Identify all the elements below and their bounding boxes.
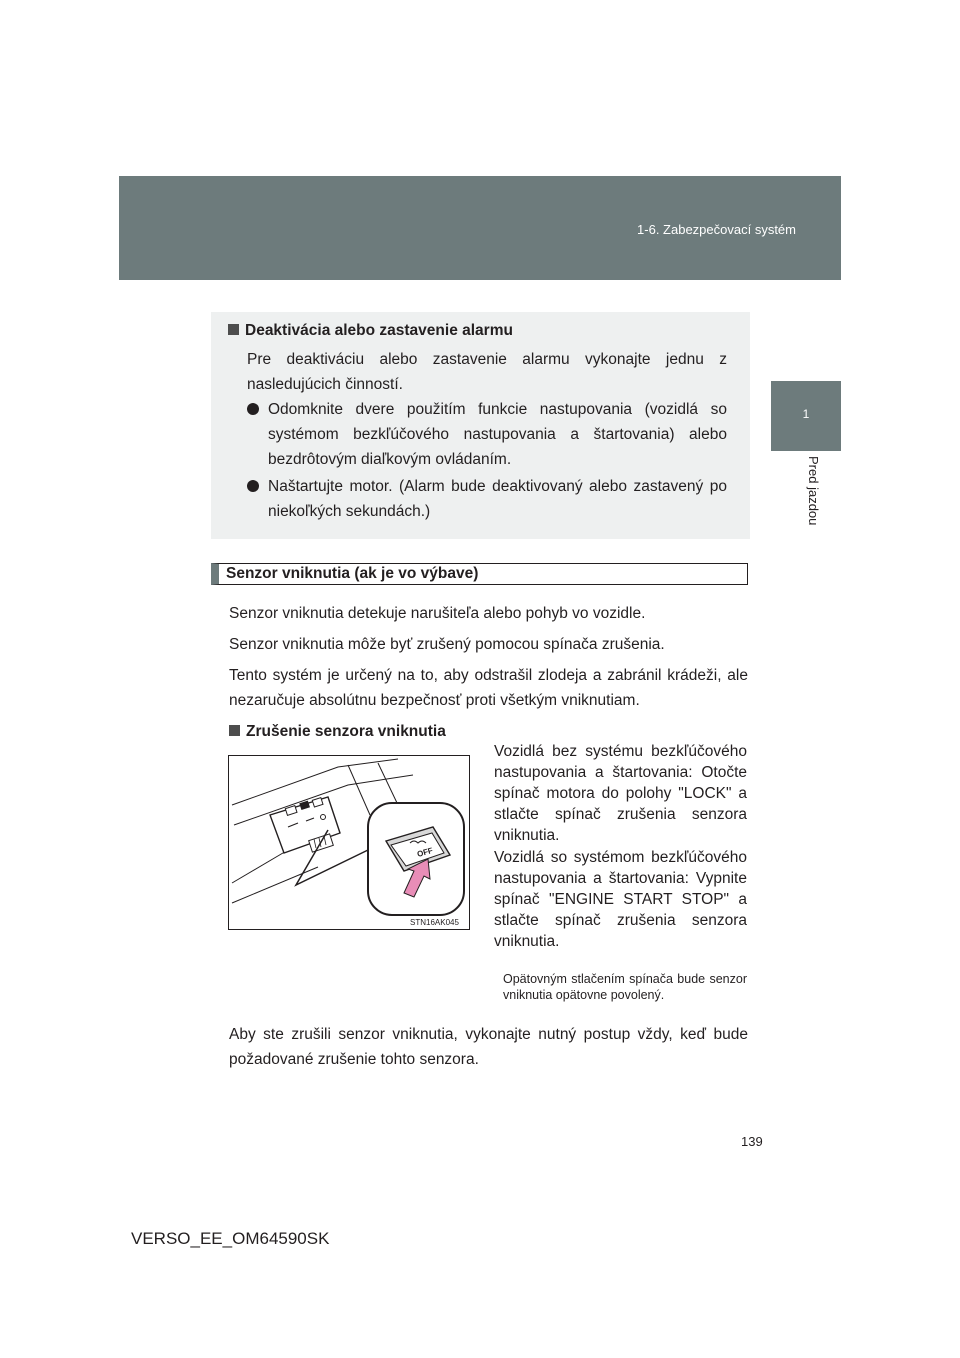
square-bullet-icon [229,725,240,736]
switch-illustration [228,755,470,930]
section-title: 1-6. Zabezpečovací systém [637,222,796,237]
document-code: VERSO_EE_OM64590SK [131,1229,330,1248]
paragraph: Tento systém je určený na to, aby odstrašil zlodeja a zabránil krádeži, ale nezaručuje absolútnu bezpečnosť proti všetkým vniknutiam. [229,667,748,709]
chapter-label: Pred jazdou [806,456,821,526]
chapter-tab [771,381,841,451]
paragraph: Aby ste zrušili senzor vniknutia, vykonajte nutný postup vždy, keď bude požadované zrušenie tohto senzora. [229,1026,748,1068]
list-item: Naštartujte motor. (Alarm bude deaktivovaný alebo zastavený po niekoľkých sekundách.) [247,474,727,524]
figure-intrusion-sensor-switch [228,755,470,930]
info-box-heading: Deaktivácia alebo zastavenie alarmu [228,321,513,341]
paragraph: Vozidlá so systémom bezkľúčového nastupovania a štartovania: Vypnite spínač "ENGINE START STOP" a stlačte spínač zrušenia senzora vniknutia. [494,849,747,950]
sub-heading: Zrušenie senzora vniknutia [229,722,446,742]
bullet-dot-icon [247,480,259,492]
list-item: Odomknite dvere použitím funkcie nastupovania (vozidlá so systémom bezkľúčového nastupovania a štartovania) alebo bezdrôtovým diaľkovým ovládaním. [247,397,727,472]
header-band [119,176,841,280]
info-box [211,312,750,539]
page-number: 139 [741,1134,763,1149]
paragraph: Senzor vniknutia detekuje narušiteľa alebo pohyb vo vozidle. [229,605,646,622]
off-label: OFF [416,845,434,859]
chapter-number: 1 [802,407,810,421]
info-box-intro: Pre deaktiváciu alebo zastavenie alarmu vykonajte jednu z nasledujúcich činností. [247,351,727,393]
section-title-bar [211,563,748,585]
paragraph: Vozidlá bez systému bezkľúčového nastupovania a štartovania: Otočte spínač motora do polohy "LOCK" a stlačte spínač zrušenia senzora vniknutia. [494,743,747,844]
paragraph: Senzor vniknutia môže byť zrušený pomocou spínača zrušenia. [229,636,665,653]
bullet-dot-icon [247,403,259,415]
section-heading: Senzor vniknutia (ak je vo výbave) [226,565,479,582]
note: Opätovným stlačením spínača bude senzor vniknutia opätovne povolený. [503,972,747,1002]
square-bullet-icon [228,324,239,335]
figure-code: STN16AK045 [410,918,459,927]
